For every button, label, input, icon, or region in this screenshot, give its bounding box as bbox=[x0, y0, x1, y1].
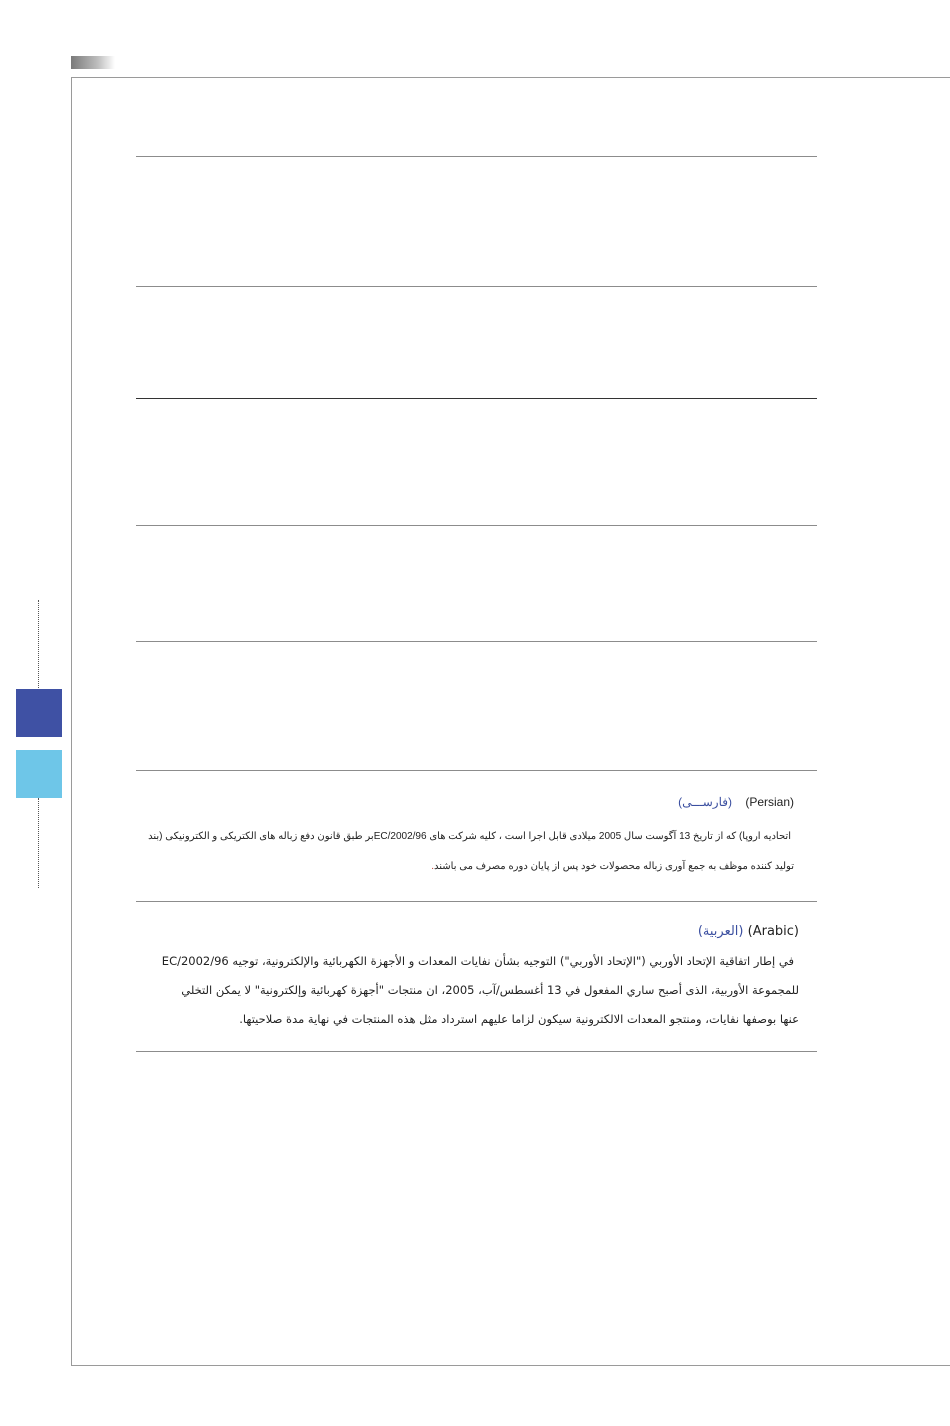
section-divider bbox=[136, 770, 817, 771]
persian-line-1: اتحادیه اروپا) که از تاریخ 13 آگوست سال 2005 میلادی قابل اجرا است ، کلیه شرکت های 2002/96/ECبر طبق قانون دفع زباله های الکتریکی و الکترونیکی (بند bbox=[148, 831, 791, 842]
section-divider bbox=[136, 901, 817, 902]
side-dotted-line-top bbox=[38, 600, 39, 688]
section-divider bbox=[136, 525, 817, 526]
section-divider bbox=[136, 398, 817, 399]
section-divider bbox=[136, 156, 817, 157]
section-divider bbox=[136, 286, 817, 287]
corner-gradient-mark bbox=[71, 56, 115, 69]
page-frame-top bbox=[71, 77, 950, 78]
arabic-native-name: (العربية) bbox=[697, 924, 744, 939]
persian-line-2-text: تولید کننده موظف به جمع آوری زباله محصولات خود پس از پایان دوره مصرف می باشند bbox=[434, 861, 794, 872]
arabic-line-2: للمجموعة الأوربية، الذى أصبح ساري المفعول في 13 أغسطس/آب، 2005، ان منتجات "أجهزة كهربائية وإلكترونية" لا يمكن التخلي bbox=[181, 983, 799, 997]
arabic-latin-name: (Arabic) bbox=[747, 924, 799, 939]
page-frame-left bbox=[71, 77, 72, 1366]
persian-native-name: (فارســـی) bbox=[678, 795, 732, 809]
section-divider bbox=[136, 1051, 817, 1052]
chapter-tab-light bbox=[16, 750, 62, 798]
persian-trailing-mark: . bbox=[431, 861, 435, 872]
persian-latin-name: (Persian) bbox=[745, 795, 794, 809]
arabic-line-1: في إطار اتفاقية الإتحاد الأوربي ("الإتحاد الأوربي") التوجيه بشأن نفايات المعدات و الأجهزة الكهربائية والإلكترونية، توجيه 2002/96/EC bbox=[161, 954, 794, 968]
persian-line-2 bbox=[431, 861, 794, 872]
section-divider bbox=[136, 641, 817, 642]
page-frame-bottom bbox=[71, 1365, 950, 1366]
arabic-heading bbox=[698, 924, 799, 939]
arabic-line-3: عنها بوصفها نفايات، ومنتجو المعدات الالكترونية سيكون لزاما عليهم استرداد مثل هذه المنتجات في نهاية مدة صلاحيتها. bbox=[239, 1012, 799, 1026]
chapter-tab-dark bbox=[16, 689, 62, 737]
persian-heading bbox=[678, 795, 794, 809]
side-dotted-line-bottom bbox=[38, 798, 39, 888]
